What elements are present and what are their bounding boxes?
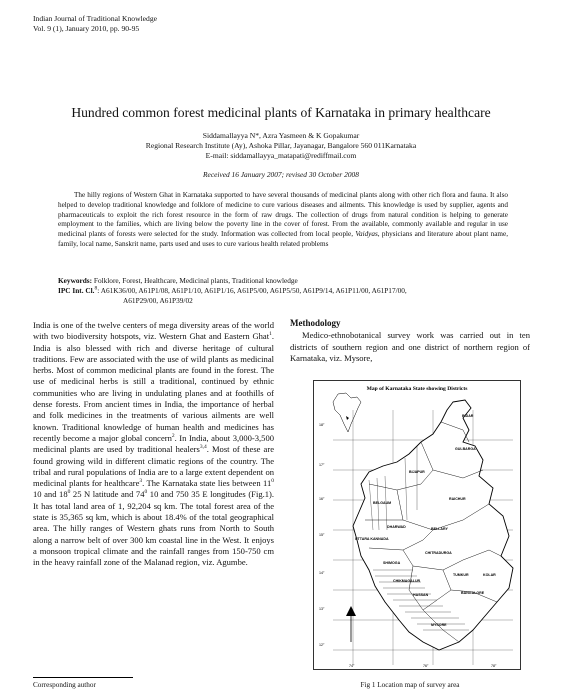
intro-text: 25 N latitude and 74 (70, 489, 145, 500)
district-label: RAICHUR (449, 497, 466, 501)
district-label: TUMKUR (453, 573, 469, 577)
author-institute: Regional Research Institute (Ay), Ashoka Pillar, Jayanagar, Bangalore 560 011Karnataka (145, 141, 417, 150)
journal-header (33, 14, 157, 34)
methodology-column (290, 318, 530, 364)
footnote-rule (33, 677, 133, 678)
citation: 3 (139, 478, 143, 485)
degree: 0 (271, 478, 274, 485)
lat-tick: 14° (319, 571, 325, 575)
district-label: BIDAR (462, 414, 474, 418)
abstract-italic: Vaidyas (355, 230, 378, 239)
district-label: CHIKMAGALUR (393, 579, 421, 583)
intro-text: . Most of these are found growing wild in different climatic regions of the country. The tribal and rural populations of India are to a large extent dependent on medicinal plants for healthcare (33, 444, 274, 489)
intro-column (33, 320, 274, 569)
district-label: BIJAPUR (409, 470, 425, 474)
abstract-text-end: , physicians and literature about plant name, family, local name, Sanskrit name, parts used and uses to cure various health related problems (58, 230, 508, 248)
lon-tick: 78° (491, 664, 497, 668)
district-label: BELLARY (431, 527, 448, 531)
author-block (0, 131, 562, 161)
methodology-heading: Methodology (290, 318, 341, 328)
lat-tick: 15° (319, 533, 325, 537)
map-title: Map of Karnataka State showing Districts (366, 386, 468, 392)
lon-tick: 76° (423, 664, 429, 668)
abstract-text: The hilly regions of Western Ghat in Karnataka supported to have several thousands of medicinal plants along with other rich flora and fauna. It also helped to develop traditional knowledge and folklore of medicine to cure various diseases and ailments. This knowledge is used by supplier, agents and pharmaceuticals to exploit the rich forest resource in the form of raw drugs. The collection of drugs from natural condition is helping to generate employment to the families, which are living below the poverty line in the cover of forest. From the available, commonly available and regular in use medicinal plants of forests were selected for the study. Information was collected from local people, (58, 191, 508, 239)
received-dates: Received 16 January 2007; revised 30 October 2008 (203, 170, 359, 179)
citation: 3,4 (199, 444, 207, 451)
citation: 1 (269, 331, 272, 338)
district-label: BELGAUM (373, 501, 392, 505)
journal-volume: Vol. 9 (1), January 2010, pp. 90-95 (33, 24, 140, 33)
journal-name: Indian Journal of Traditional Knowledge (33, 14, 158, 23)
footnote: Corresponding author (33, 681, 96, 689)
intro-text: 10 and 750 35 E longitudes (Fig.1). It has total land area of 1, 92,204 sq km. The total forest area of the state is 35,365 sq km, which is about 18.4% of the total geographical area. The hilly ranges of Western ghats runs from North to South along a narrow belt of over 300 km coastal line in the West. It enjoys a monsoon tropical climate and the rainfall ranges from 150-750 cm in the heavy rainfall zone of the Malanad region, viz. Agumbe. (33, 489, 274, 568)
district-label: HASSAN (413, 593, 429, 597)
ipc-codes-line1: : A61K36/00, A61P1/08, A61P1/10, A61P1/16, A61P5/00, A61P5/50, A61P9/14, A61P11/00, A61P17/00, (97, 286, 407, 295)
abstract (58, 191, 508, 250)
intro-text: 10 and 18 (33, 489, 68, 500)
lat-tick: 18° (319, 423, 325, 427)
lat-tick: 13° (319, 607, 325, 611)
author-email: E-mail: siddamallayya_matapati@rediffmail.com (205, 151, 357, 160)
paper-title: Hundred common forest medicinal plants of Karnataka in primary healthcare (71, 105, 491, 120)
district-label: MYSORE (431, 623, 447, 627)
ipc-codes-line2: A61P29/00, A61P39/02 (123, 296, 193, 305)
keywords-label: Keywords: (58, 276, 93, 285)
keywords (58, 276, 508, 286)
intro-text: . India is also blessed with rich and diverse heritage of cultural traditions. Few are associated with the use of wild plants as medicinal herbs. Most of common medicinal plants are found in the forest. The use of medicinal herbs is still a traditional, continued by ethnic communities who are living in undulating planes and at foothills of dense forests. From ancient times in India, the importance of herbal and folk medicines in the treatments of various ailments are well known. Traditional knowledge of human health and medicines has recently become a major global concern (33, 331, 274, 443)
district-label: BANGALORE (461, 591, 485, 595)
ipc-sup: 8 (94, 285, 98, 292)
intro-text: . The Karnataka state lies between 11 (142, 478, 272, 489)
lat-tick: 12° (319, 643, 325, 647)
lon-tick: 74° (349, 664, 355, 668)
district-label: GULBARGA (455, 447, 476, 451)
lat-tick: 16° (319, 497, 325, 501)
lat-tick: 17° (319, 463, 325, 467)
degree: 0 (144, 489, 148, 496)
figure-caption: Fig 1 Location map of survey area (360, 681, 460, 689)
citation: 2 (171, 433, 175, 440)
district-label: CHITRADURGA (425, 551, 452, 555)
ipc-label: IPC Int. Cl. (58, 286, 95, 295)
ipc-classification (58, 286, 508, 306)
degree: 0 (67, 489, 71, 496)
karnataka-map (313, 380, 521, 670)
district-label: KOLAR (483, 573, 496, 577)
intro-text: . In India, about 3,000-3,500 medicinal plants are used by traditional healers (33, 432, 275, 455)
district-label: DHARWAD (387, 525, 406, 529)
methodology-text: Medico-ethnobotanical survey work was carried out in ten districts of southern region and one district of northern region of Karnataka, viz. Mysore, (290, 330, 530, 363)
district-label: SHIMOGA (383, 561, 401, 565)
keywords-list: Folklore, Forest, Healthcare, Medicinal plants, Traditional knowledge (92, 276, 298, 285)
district-label: UTTARA KANNADA (355, 537, 389, 541)
author-names: Siddamallayya N*, Azra Yasmeen & K Gopakumar (202, 131, 360, 140)
intro-text: India is one of the twelve centers of mega diversity areas of the world with two biodiversity hotspots, viz. Western Ghat and Eastern Ghat (33, 320, 274, 342)
